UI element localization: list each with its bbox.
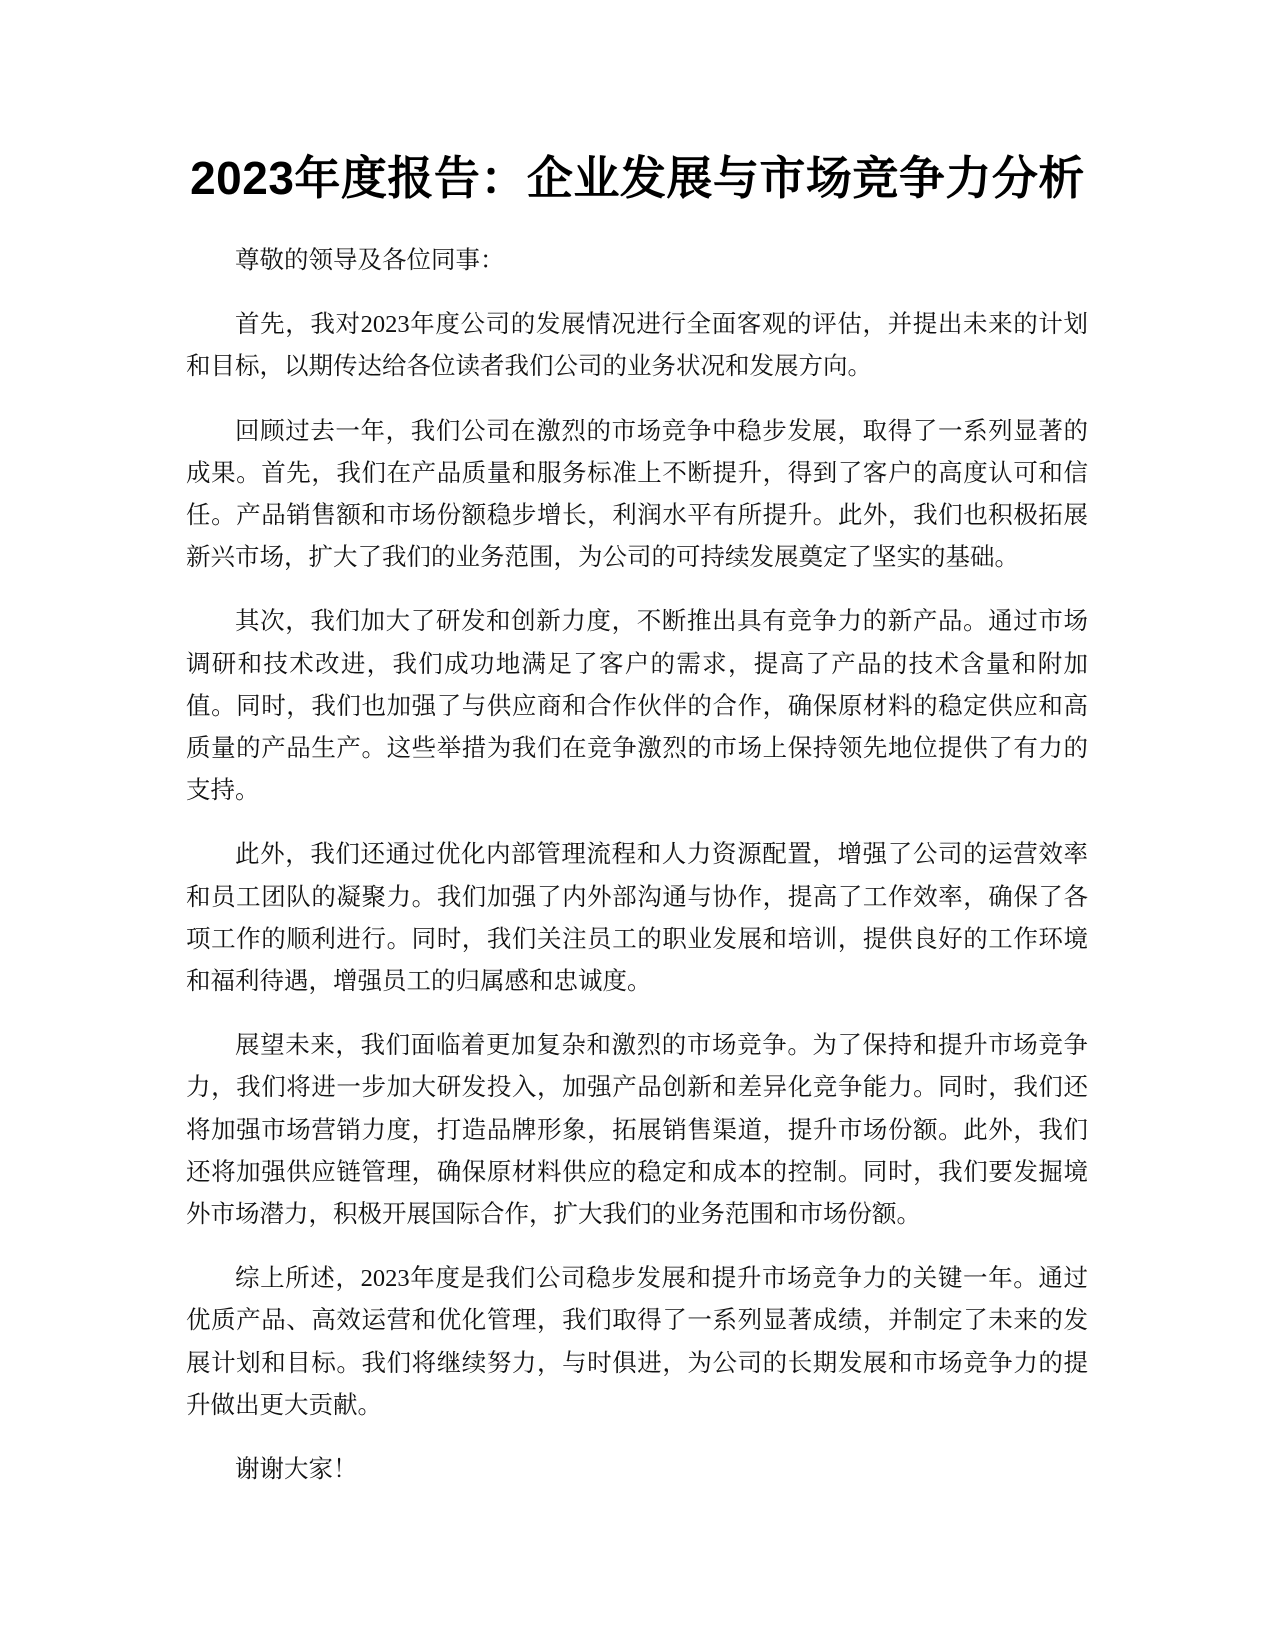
paragraph-review: 回顾过去一年，我们公司在激烈的市场竞争中稳步发展，取得了一系列显著的成果。首先，我们在产品质量和服务标准上不断提升，得到了客户的高度认可和信任。产品销售额和市场份额稳步增长，利润水平有所提升。此外，我们也积极拓展新兴市场，扩大了我们的业务范围，为公司的可持续发展奠定了坚实的基础。 [186, 417, 1088, 572]
paragraph-management: 此外，我们还通过优化内部管理流程和人力资源配置，增强了公司的运营效率和员工团队的凝聚力。我们加强了内外部沟通与协作，提高了工作效率，确保了各项工作的顺利进行。同时，我们关注员工的职业发展和培训，提供良好的工作环境和福利待遇，增强员工的归属感和忠诚度。 [186, 841, 1088, 996]
closing: 谢谢大家！ [235, 1456, 358, 1484]
salutation: 尊敬的领导及各位同事： [235, 247, 505, 274]
paragraph-summary: 综上所述，2023年度是我们公司稳步发展和提升市场竞争力的关键一年。通过优质产品、高效运营和优化管理，我们取得了一系列显著成绩，并制定了未来的发展计划和目标。我们将继续努力，与时俱进，为公司的长期发展和市场竞争力的提升做出更大贡献。 [186, 1265, 1088, 1419]
document-title: 2023年度报告：企业发展与市场竞争力分析 [190, 152, 1085, 204]
paragraph-outlook: 展望未来，我们面临着更加复杂和激烈的市场竞争。为了保持和提升市场竞争力，我们将进一步加大研发投入，加强产品创新和差异化竞争能力。同时，我们还将加强市场营销力度，打造品牌形象，拓展销售渠道，提升市场份额。此外，我们还将加强供应链管理，确保原材料供应的稳定和成本的控制。同时，我们要发掘境外市场潜力，积极开展国际合作，扩大我们的业务范围和市场份额。 [186, 1032, 1088, 1229]
paragraph-intro: 首先，我对2023年度公司的发展情况进行全面客观的评估，并提出未来的计划和目标，以期传达给各位读者我们公司的业务状况和发展方向。 [186, 311, 1088, 381]
paragraph-innovation: 其次，我们加大了研发和创新力度，不断推出具有竞争力的新产品。通过市场调研和技术改进，我们成功地满足了客户的需求，提高了产品的技术含量和附加值。同时，我们也加强了与供应商和合作伙伴的合作，确保原材料的稳定供应和高质量的产品生产。这些举措为我们在竞争激烈的市场上保持领先地位提供了有力的支持。 [186, 608, 1088, 805]
document-body [186, 240, 1088, 1513]
